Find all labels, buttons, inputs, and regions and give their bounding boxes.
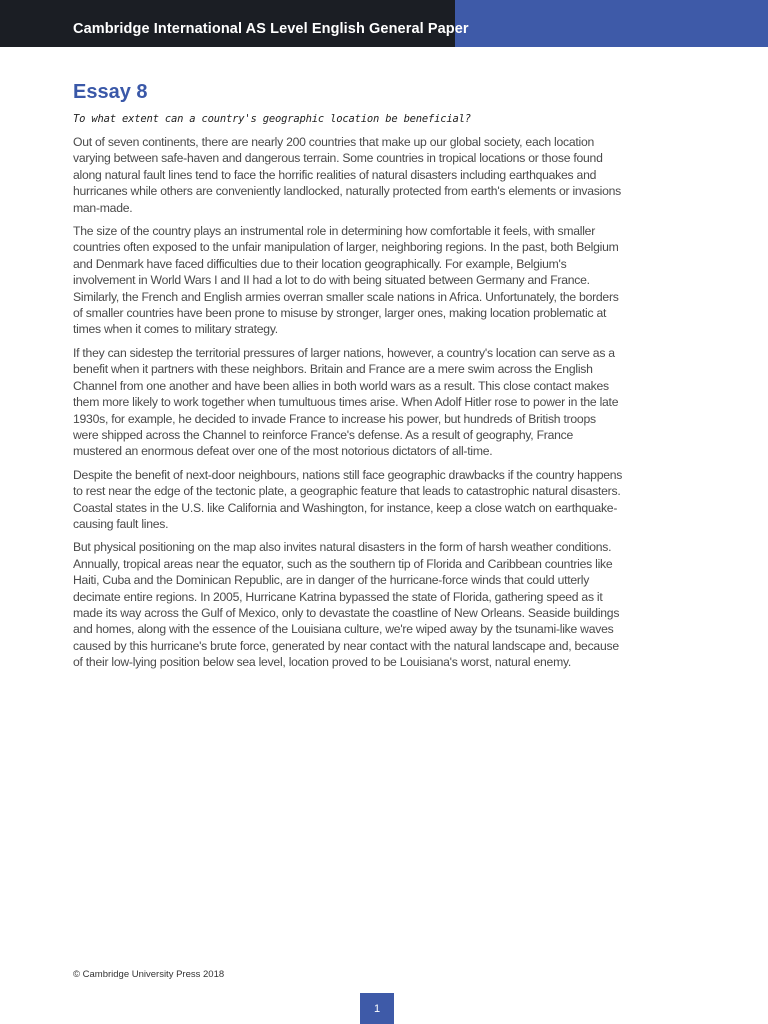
header-title: Cambridge International AS Level English General Paper [73,21,469,37]
essay-paragraph-1: Out of seven continents, there are nearly 200 countries that make up our global society, each location varying between safe-haven and dangerous terrain. Some countries in tropical locations or those found along natural fault lines tend to face the horrific realities of natural disasters including earthquakes and hurricanes while others are conveniently landlocked, naturally protected from earth's elements or invasions man-made. [73,135,622,215]
essay-paragraph-2: The size of the country plays an instrumental role in determining how comfortable it feels, with smaller countries often exposed to the unfair manipulation of larger, neighboring regions. In the past, both Belgium and Denmark have faced difficulties due to their location geographically. For example, Belgium's involvement in World Wars I and II had a lot to do with being situated between Germany and France. Similarly, the French and English armies overran smaller scale nations in Africa. Unfortunately, the borders of smaller countries have been prone to misuse by stronger, larger ones, making location problematic at times when it comes to military strategy. [73,224,619,337]
page-number: 1 [360,993,394,1024]
essay-question: To what extent can a country's geographic location be beneficial? [73,113,471,125]
essay-body [73,134,623,678]
header-accent-block [455,0,768,47]
essay-heading: Essay 8 [73,81,148,103]
essay-paragraph-5: But physical positioning on the map also invites natural disasters in the form of harsh weather conditions. Annually, tropical areas near the equator, such as the southern tip of Florida and Caribbean countries like Haiti, Cuba and the Dominican Republic, are in danger of the hurricane-force winds that could utterly decimate entire regions. In 2005, Hurricane Katrina bypassed the state of Florida, gathering speed as it made its way across the Gulf of Mexico, only to devastate the coastline of New Orleans. Seaside buildings and homes, along with the essence of the Louisiana culture, we're wiped away by the tsunami-like waves caused by this hurricane's brute force, generated by near contact with the natural landscape and, because of their low-lying position below sea level, location proved to be Louisiana's worst, natural enemy. [73,540,620,670]
copyright-notice: © Cambridge University Press 2018 [73,969,225,980]
essay-paragraph-3: If they can sidestep the territorial pressures of larger nations, however, a country's location can serve as a benefit when it partners with these neighbors. Britain and France are a mere swim across the English Channel from one another and have been allies in both world wars as a result. This close contact makes them more likely to work together when tumultuous times arise. When Adolf Hitler rose to power in the late 1930s, for example, he decided to invade France to increase his power, but hundreds of British troops were shipped across the Channel to reinforce France's defense. As a result of geography, France mustered an enormous defeat over one of the most notorious dictators of all-time. [73,345,619,459]
essay-paragraph-4: Despite the benefit of next-door neighbours, nations still face geographic drawbacks if the country happens to rest near the edge of the tectonic plate, a geographic feature that leads to catastrophic natural disasters. Coastal states in the U.S. like California and Washington, for instance, keep a close watch on earthquake-causing fault lines. [73,467,623,531]
